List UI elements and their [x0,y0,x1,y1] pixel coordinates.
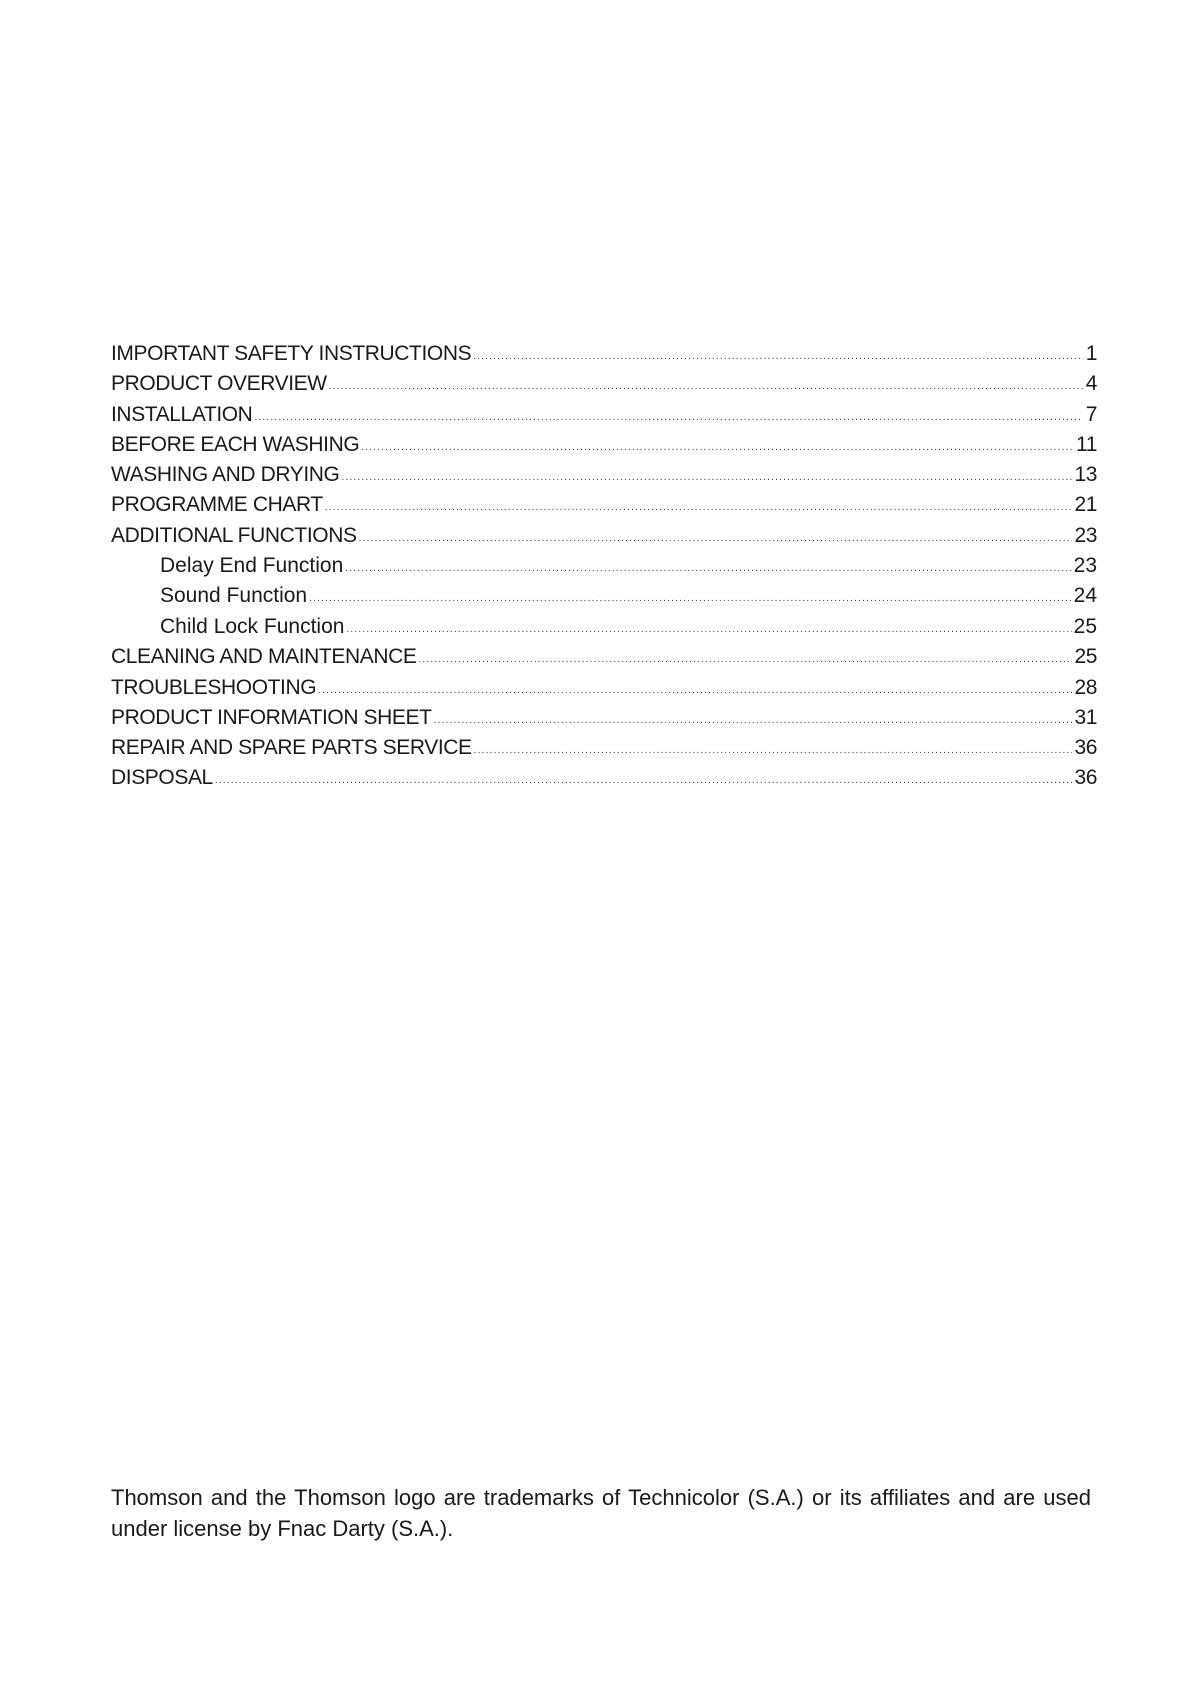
toc-entry-page: 25 [1073,614,1097,638]
toc-entry-title: DISPOSAL [111,766,213,790]
toc-entry-installation[interactable] [111,400,1097,430]
toc-dot-leader [359,524,1073,554]
toc-entry-repair-and-spare-parts-service[interactable] [111,733,1097,763]
toc-dot-leader [434,706,1073,736]
toc-entry-page: 4 [1085,372,1097,396]
toc-entry-title: PROGRAMME CHART [111,493,323,517]
toc-subentry-delay-end-function[interactable] [111,551,1097,581]
toc-entry-page: 23 [1073,554,1097,578]
toc-entry-title: ADDITIONAL FUNCTIONS [111,523,357,547]
toc-dot-leader [215,766,1073,796]
trademark-note: Thomson and the Thomson logo are trademarks of Technicolor (S.A.) or its affiliates and are used under license by Fnac Darty (S.A.). [111,1485,1091,1541]
toc-entry-title: Sound Function [160,584,308,608]
toc-entry-page: 36 [1074,766,1097,790]
toc-entry-title: TROUBLESHOOTING [111,675,317,699]
toc-entry-title: PRODUCT INFORMATION SHEET [111,705,432,729]
toc-dot-leader [346,615,1071,645]
toc-entry-washing-and-drying[interactable] [111,460,1097,490]
toc-dot-leader [342,463,1073,493]
toc-entry-page: 36 [1074,736,1097,760]
toc-entry-title: WASHING AND DRYING [111,463,340,487]
toc-entry-page: 23 [1074,523,1097,547]
toc-entry-title: REPAIR AND SPARE PARTS SERVICE [111,736,472,760]
toc-entry-programme-chart[interactable] [111,490,1097,520]
toc-entry-troubleshooting[interactable] [111,673,1097,703]
toc-entry-page: 28 [1074,675,1097,699]
toc-subentry-sound-function[interactable] [111,581,1097,611]
toc-entry-title: PRODUCT OVERVIEW [111,372,327,396]
toc-entry-page: 21 [1074,493,1097,517]
toc-dot-leader [473,342,1083,372]
toc-entry-page: 1 [1085,342,1097,365]
toc-entry-disposal[interactable] [111,763,1097,793]
toc-entry-title: Delay End Function [160,554,344,578]
toc-dot-leader [309,584,1072,614]
toc-dot-leader [325,493,1073,523]
toc-dot-leader [474,736,1073,766]
toc-entry-product-overview[interactable] [111,369,1097,399]
toc-entry-title: BEFORE EACH WASHING [111,432,360,456]
toc-entry-page: 25 [1074,645,1097,669]
toc-dot-leader [418,645,1072,675]
toc-entry-page: 24 [1073,584,1097,608]
toc-dot-leader [329,372,1083,402]
toc-dot-leader [318,676,1072,706]
toc-entry-additional-functions[interactable] [111,521,1097,551]
toc-entry-title: Child Lock Function [160,614,345,638]
table-of-contents [111,339,1097,794]
toc-entry-important-safety-instructions[interactable] [111,339,1097,369]
toc-entry-cleaning-and-maintenance[interactable] [111,642,1097,672]
toc-dot-leader [254,403,1083,433]
toc-entry-page: 13 [1074,463,1097,487]
toc-entry-title: INSTALLATION [111,402,253,426]
toc-subentry-child-lock-function[interactable] [111,612,1097,643]
toc-entry-page: 31 [1074,705,1097,729]
toc-dot-leader [345,554,1071,584]
toc-entry-product-information-sheet[interactable] [111,703,1097,733]
toc-entry-title: CLEANING AND MAINTENANCE [111,645,417,669]
toc-entry-title: IMPORTANT SAFETY INSTRUCTIONS [111,342,472,365]
toc-entry-before-each-washing[interactable] [111,430,1097,460]
toc-dot-leader [361,433,1074,463]
toc-entry-page: 11 [1076,432,1097,456]
toc-entry-page: 7 [1085,402,1097,426]
